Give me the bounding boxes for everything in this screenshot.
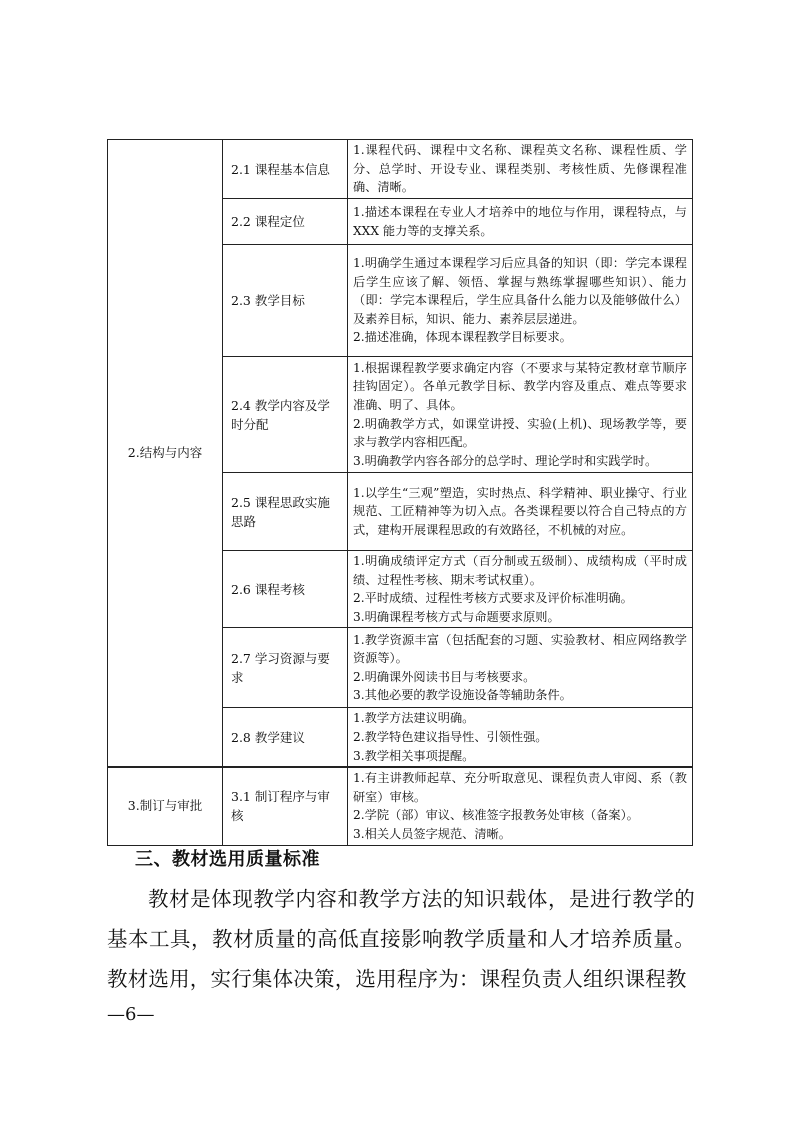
item-cell: 2.1 课程基本信息: [223, 140, 348, 199]
description-line: 1.教学方法建议明确。: [353, 711, 475, 726]
body-paragraph: 教材是体现教学内容和教学方法的知识载体，是进行教学的基本工具，教材质量的高低直接影响教学质量和人才培养质量。教材选用，实行集体决策，选用程序为：课程负责人组织课程教: [107, 887, 695, 991]
description-line: 2.明确教学方式，如课堂讲授、实验(上机)、现场教学等，要求与教学内容相匹配。: [353, 416, 687, 450]
description-line: 1.课程代码、课程中文名称、课程英文名称、课程性质、学分、总学时、开设专业、课程类别、考核性质、先修课程准确、清晰。: [353, 143, 687, 195]
description-line: 3.其他必要的教学设施设备等辅助条件。: [353, 688, 572, 703]
description-line: 1.描述本课程在专业人才培养中的地位与作用，课程特点，与 XXX 能力等的支撑关系。: [353, 204, 687, 238]
table-row: [108, 767, 693, 845]
item-cell: 2.7 学习资源与要求: [223, 628, 348, 708]
item-cell: 2.3 教学目标: [223, 245, 348, 357]
description-cell: [348, 628, 693, 708]
description-cell: [348, 357, 693, 473]
description-cell: [348, 473, 693, 551]
table-body: [108, 140, 693, 846]
page-number: —6—: [107, 1004, 155, 1025]
item-cell: 2.8 教学建议: [223, 708, 348, 767]
description-line: 2.平时成绩、过程性考核方式要求及评价标准明确。: [353, 591, 633, 606]
description-cell: [348, 245, 693, 357]
description-line: 1.有主讲教师起草、充分听取意见、课程负责人审阅、系（教研室）审核。: [353, 771, 687, 804]
description-cell: [348, 767, 693, 845]
description-line: 2.明确课外阅读书目与考核要求。: [353, 669, 536, 684]
description-line: 3.明确课程考核方式与命题要求原则。: [353, 609, 560, 624]
section-heading: 三、教材选用质量标准: [135, 849, 320, 870]
description-line: 1.明确成绩评定方式（百分制或五级制）、成绩构成（平时成绩、过程性考核、期末考试权重）。: [353, 554, 687, 587]
description-line: 3.明确教学内容各部分的总学时、理论学时和实践学时。: [353, 453, 658, 468]
description-cell: [348, 199, 693, 245]
description-line: 1.以学生“三观”塑造，实时热点、科学精神、职业操守、行业规范、工匠精神等为切入点。各类课程要以符合自己特点的方式，建构开展课程思政的有效路径，不机械的对应。: [353, 485, 687, 537]
item-cell: 2.2 课程定位: [223, 199, 348, 245]
description-line: 2.学院（部）审议、核准签字报教务处审核（备案）。: [353, 808, 639, 823]
description-line: 2.教学特色建议指导性、引领性强。: [353, 729, 548, 744]
description-line: 1.明确学生通过本课程学习后应具备的知识（即：学完本课程后学生应该了解、领悟、掌握与熟练掌握哪些知识）、能力（即：学完本课程后，学生应具备什么能力以及能够做什么）及素养目标，知识、能力、素养层层递进。: [353, 256, 687, 326]
description-cell: [348, 551, 693, 628]
quality-standard-table: [107, 139, 693, 846]
table-row: [108, 140, 693, 199]
item-cell: 3.1 制订程序与审核: [223, 767, 348, 845]
description-line: 3.相关人员签字规范、清晰。: [353, 826, 511, 841]
item-cell: 2.4 教学内容及学时分配: [223, 357, 348, 473]
description-line: 2.描述准确，体现本课程教学目标要求。: [353, 330, 572, 345]
description-line: 1.教学资源丰富（包括配套的习题、实验教材、相应网络教学资源等）。: [353, 632, 687, 666]
description-line: 3.教学相关事项提醒。: [353, 748, 475, 763]
item-cell: 2.5 课程思政实施思路: [223, 473, 348, 551]
description-cell: [348, 708, 693, 767]
section-cell: 3.制订与审批: [108, 767, 223, 845]
item-cell: 2.6 课程考核: [223, 551, 348, 628]
description-cell: [348, 140, 693, 199]
section-cell: 2.结构与内容: [108, 140, 223, 768]
description-line: 1.根据课程教学要求确定内容（不要求与某特定教材章节顺序挂钩固定）。各单元教学目标、教学内容及重点、难点等要求准确、明了、具体。: [353, 360, 687, 412]
